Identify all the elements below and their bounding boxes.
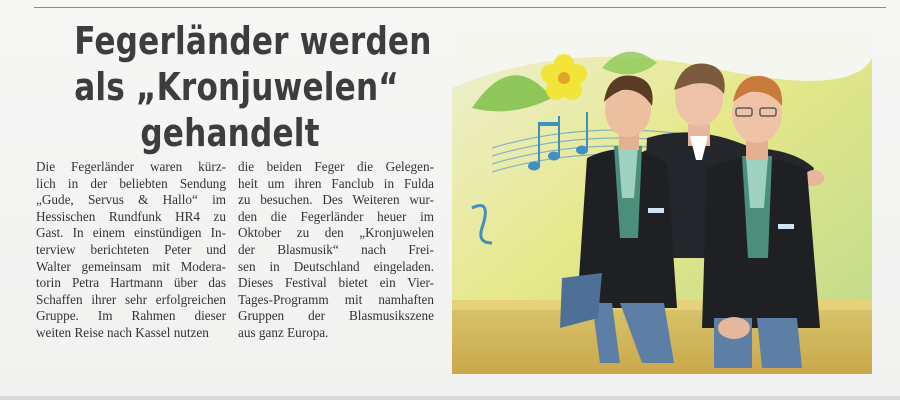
top-rule (34, 7, 886, 8)
text-line: Dieses Festival bietet ein Vier- (238, 275, 434, 291)
text-line: Gast. In einem einstündigen In- (36, 225, 226, 241)
text-line: weiten Reise nach Kassel nutzen (36, 324, 209, 340)
text-line: Tages-Programm mit namhaften (238, 291, 434, 307)
text-line: Hessischen Rundfunk HR4 zu (36, 208, 226, 224)
bottom-edge (0, 396, 900, 400)
article-column-1 (36, 159, 226, 342)
article-headline (74, 18, 432, 156)
text-line: „Gude, Servus & Hallo“ im (36, 192, 226, 208)
headline-line: gehandelt (140, 111, 320, 155)
text-line: terview berichteten Peter und (36, 241, 226, 257)
band-photo (452, 28, 872, 374)
text-line: aus ganz Europa. (238, 324, 329, 340)
text-line: den die Fegerländer heuer im (238, 208, 434, 224)
headline-line: Fegerländer werden (74, 19, 432, 63)
text-line: lich in der beliebten Sendung (36, 175, 226, 191)
text-line: Gruppen der Blasmusikszene (238, 308, 434, 324)
text-line: sen in Deutschland eingeladen. (238, 258, 434, 274)
text-line: Die Fegerländer waren kürz- (36, 159, 226, 174)
photo-illustration (452, 28, 872, 374)
text-line: heit um ihren Fanclub in Fulda (238, 175, 434, 191)
text-line: Walter gemeinsam mit Modera- (36, 258, 226, 274)
article-column-2 (238, 159, 434, 342)
text-line: zu besuchen. Des Weiteren wur- (238, 192, 434, 208)
text-line: torin Petra Hartmann über das (36, 275, 226, 291)
text-line: die beiden Feger die Gelegen- (238, 159, 434, 174)
text-line: Schaffen ihrer sehr erfolgreichen (36, 291, 226, 307)
text-line: der Blasmusik“ nach Frei- (238, 241, 434, 257)
text-line: Gruppe. Im Rahmen dieser (36, 308, 226, 324)
text-line: Oktober zu den „Kronjuwelen (238, 225, 434, 241)
headline-line: als „Kronjuwelen“ (74, 65, 399, 109)
